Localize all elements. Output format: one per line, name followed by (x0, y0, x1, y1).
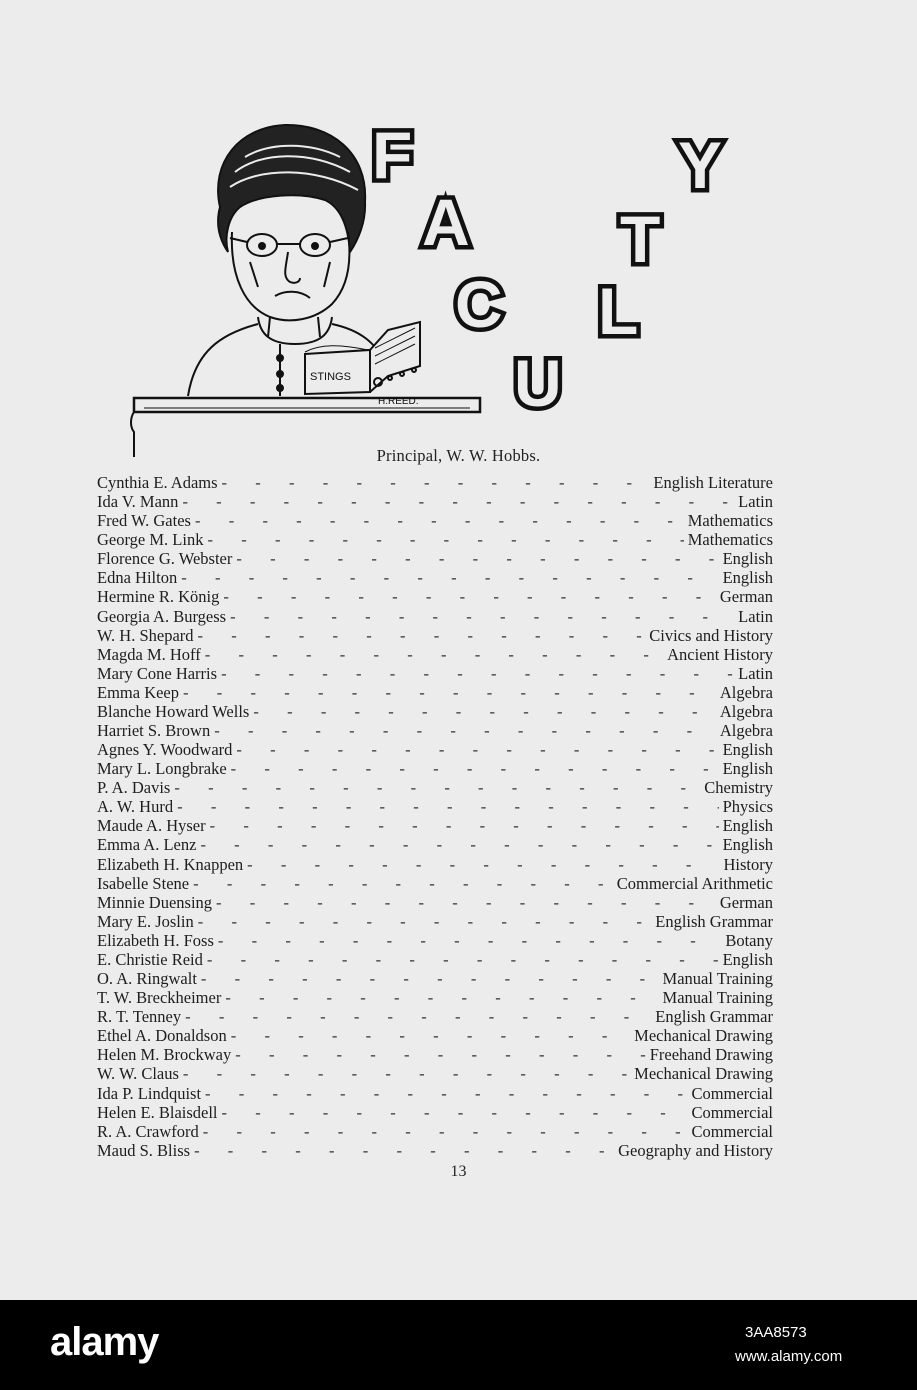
book-label: STINGS (310, 371, 351, 383)
principal-line: Principal, W. W. Hobbs. (376, 446, 541, 465)
faculty-row (97, 912, 773, 931)
dot-leader (222, 1103, 688, 1122)
faculty-row (97, 607, 773, 626)
dot-leader (177, 797, 718, 816)
faculty-subject: Freehand Drawing (649, 1045, 773, 1065)
faculty-row (97, 797, 773, 816)
faculty-subject: Commercial Arithmetic (616, 873, 773, 893)
faculty-heading (372, 118, 722, 420)
dot-leader (193, 874, 613, 893)
faculty-subject: Latin (738, 492, 773, 512)
faculty-name: Harriet S. Brown (97, 721, 211, 741)
heading-letter: F (372, 118, 413, 192)
faculty-row (97, 1122, 773, 1141)
faculty-row (97, 587, 773, 606)
faculty-name: Blanche Howard Wells (97, 701, 250, 721)
faculty-subject: Commercial (691, 1083, 773, 1103)
faculty-row (97, 1045, 773, 1064)
faculty-name: Emma Keep (97, 682, 180, 702)
page-number: 13 (450, 1163, 467, 1180)
faculty-name: Maude A. Hyser (97, 816, 206, 836)
faculty-subject: Geography and History (618, 1140, 773, 1160)
faculty-subject: Mechanical Drawing (634, 1064, 773, 1084)
faculty-row (97, 702, 773, 721)
dot-leader (221, 664, 734, 683)
faculty-row (97, 778, 773, 797)
dot-leader (181, 568, 718, 587)
faculty-subject: English (722, 740, 773, 760)
dot-leader (253, 702, 716, 721)
dot-leader (205, 1084, 687, 1103)
faculty-name: O. A. Ringwalt (97, 969, 197, 989)
footer-url: www.alamy.com (735, 1348, 843, 1365)
faculty-subject: Physics (722, 797, 773, 817)
faculty-subject: Mechanical Drawing (634, 1026, 773, 1046)
dot-leader (195, 511, 684, 530)
faculty-row (97, 511, 773, 530)
faculty-subject: Manual Training (662, 988, 773, 1008)
heading-letter: L (598, 274, 639, 348)
faculty-row (97, 874, 773, 893)
faculty-subject: History (723, 854, 773, 874)
dot-leader (218, 931, 721, 950)
faculty-row (97, 1064, 773, 1083)
faculty-row (97, 1103, 773, 1122)
faculty-name: Helen M. Brockway (97, 1045, 232, 1065)
faculty-name: E. Christie Reid (97, 949, 203, 969)
faculty-name: George M. Link (97, 530, 204, 550)
dot-leader (201, 969, 659, 988)
dot-leader (222, 473, 650, 492)
faculty-name: Isabelle Stene (97, 873, 190, 893)
faculty-row (97, 549, 773, 568)
faculty-row (97, 835, 773, 854)
faculty-name: Emma A. Lenz (97, 835, 197, 855)
faculty-subject: English (722, 568, 773, 588)
dot-leader (225, 988, 658, 1007)
faculty-subject: English (722, 949, 773, 969)
faculty-subject: Manual Training (662, 969, 773, 989)
faculty-row (97, 1007, 773, 1026)
dot-leader (183, 683, 716, 702)
faculty-subject: Algebra (719, 701, 773, 721)
faculty-subject: Ancient History (667, 644, 773, 664)
heading-letter: T (620, 202, 661, 276)
faculty-name: Minnie Duensing (97, 892, 213, 912)
faculty-row (97, 893, 773, 912)
dot-leader (231, 1026, 630, 1045)
faculty-subject: Mathematics (687, 511, 773, 531)
dot-leader (236, 740, 718, 759)
faculty-name: Mary L. Longbrake (97, 759, 227, 779)
faculty-subject: English Grammar (655, 1007, 773, 1027)
dot-leader (235, 1045, 645, 1064)
faculty-row (97, 988, 773, 1007)
faculty-row (97, 645, 773, 664)
faculty-name: Maud S. Bliss (97, 1140, 191, 1160)
faculty-subject: Commercial (691, 1102, 773, 1122)
faculty-name: Cynthia E. Adams (97, 473, 218, 492)
faculty-row (97, 969, 773, 988)
dot-leader (236, 549, 718, 568)
dot-leader (182, 492, 734, 511)
faculty-subject: English (722, 759, 773, 779)
teacher-caricature (131, 125, 480, 457)
faculty-name: Elizabeth H. Foss (97, 930, 214, 950)
dot-leader (205, 645, 663, 664)
faculty-row (97, 530, 773, 549)
dot-leader (230, 607, 734, 626)
faculty-name: Ethel A. Donaldson (97, 1026, 227, 1046)
footer-logo: alamy (50, 1320, 159, 1364)
dot-leader (223, 587, 715, 606)
faculty-subject: Mathematics (687, 530, 773, 550)
faculty-name: Mary E. Joslin (97, 911, 194, 931)
faculty-name: Hermine R. König (97, 587, 220, 607)
faculty-name: W. H. Shepard (97, 625, 194, 645)
faculty-subject: Botany (725, 930, 773, 950)
faculty-name: Edna Hilton (97, 568, 178, 588)
dot-leader (231, 759, 719, 778)
faculty-row (97, 626, 773, 645)
faculty-subject: Chemistry (704, 778, 773, 798)
heading-letter: C (455, 267, 503, 341)
heading-letter: Y (678, 128, 723, 202)
faculty-row (97, 721, 773, 740)
faculty-subject: English (722, 835, 773, 855)
dot-leader (200, 835, 718, 854)
dot-leader (207, 530, 683, 549)
dot-leader (216, 893, 716, 912)
faculty-row (97, 816, 773, 835)
artist-signature: H.REED. (378, 396, 419, 407)
faculty-name: Helen E. Blaisdell (97, 1102, 218, 1122)
faculty-subject: English (722, 549, 773, 569)
faculty-name: Mary Cone Harris (97, 663, 218, 683)
faculty-name: Ida P. Lindquist (97, 1083, 202, 1103)
heading-letter: A (422, 185, 470, 259)
faculty-subject: Latin (738, 663, 773, 683)
faculty-name: Ida V. Mann (97, 492, 179, 512)
faculty-name: A. W. Hurd (97, 797, 174, 817)
dot-leader (185, 1007, 651, 1026)
dot-leader (214, 721, 716, 740)
faculty-row (97, 492, 773, 511)
faculty-row (97, 1026, 773, 1045)
heading-letter: U (514, 346, 562, 420)
faculty-name: R. T. Tenney (97, 1007, 182, 1027)
faculty-subject: Civics and History (649, 625, 773, 645)
faculty-row (97, 1141, 773, 1160)
faculty-row (97, 683, 773, 702)
faculty-list (97, 473, 773, 1160)
faculty-name: Florence G. Webster (97, 549, 233, 569)
faculty-row (97, 568, 773, 587)
dot-leader (247, 855, 719, 874)
faculty-row (97, 664, 773, 683)
faculty-row (97, 950, 773, 969)
stock-footer (0, 1300, 917, 1390)
faculty-name: R. A. Crawford (97, 1121, 199, 1141)
dot-leader (174, 778, 700, 797)
dot-leader (207, 950, 719, 969)
faculty-subject: German (719, 892, 773, 912)
faculty-name: Magda M. Hoff (97, 644, 201, 664)
faculty-subject: English Literature (653, 473, 773, 492)
faculty-subject: Algebra (719, 682, 773, 702)
faculty-name: Fred W. Gates (97, 511, 191, 531)
footer-image-id: 3AA8573 (745, 1324, 807, 1341)
dot-leader (194, 1141, 614, 1160)
faculty-row (97, 1084, 773, 1103)
faculty-header-illustration (120, 112, 760, 457)
faculty-name: P. A. Davis (97, 778, 171, 798)
faculty-row (97, 740, 773, 759)
dot-leader (198, 912, 652, 931)
faculty-subject: Commercial (691, 1121, 773, 1141)
faculty-row (97, 931, 773, 950)
faculty-row (97, 759, 773, 778)
faculty-subject: Latin (738, 606, 773, 626)
faculty-row (97, 473, 773, 492)
faculty-name: W. W. Claus (97, 1064, 179, 1084)
faculty-subject: Algebra (719, 721, 773, 741)
faculty-subject: English Grammar (655, 911, 773, 931)
faculty-row (97, 855, 773, 874)
dot-leader (203, 1122, 688, 1141)
faculty-subject: German (719, 587, 773, 607)
faculty-name: Agnes Y. Woodward (97, 740, 233, 760)
dot-leader (198, 626, 646, 645)
dot-leader (183, 1064, 630, 1083)
faculty-subject: English (722, 816, 773, 836)
faculty-name: Elizabeth H. Knappen (97, 854, 244, 874)
dot-leader (210, 816, 719, 835)
faculty-name: T. W. Breckheimer (97, 988, 222, 1008)
faculty-name: Georgia A. Burgess (97, 606, 227, 626)
